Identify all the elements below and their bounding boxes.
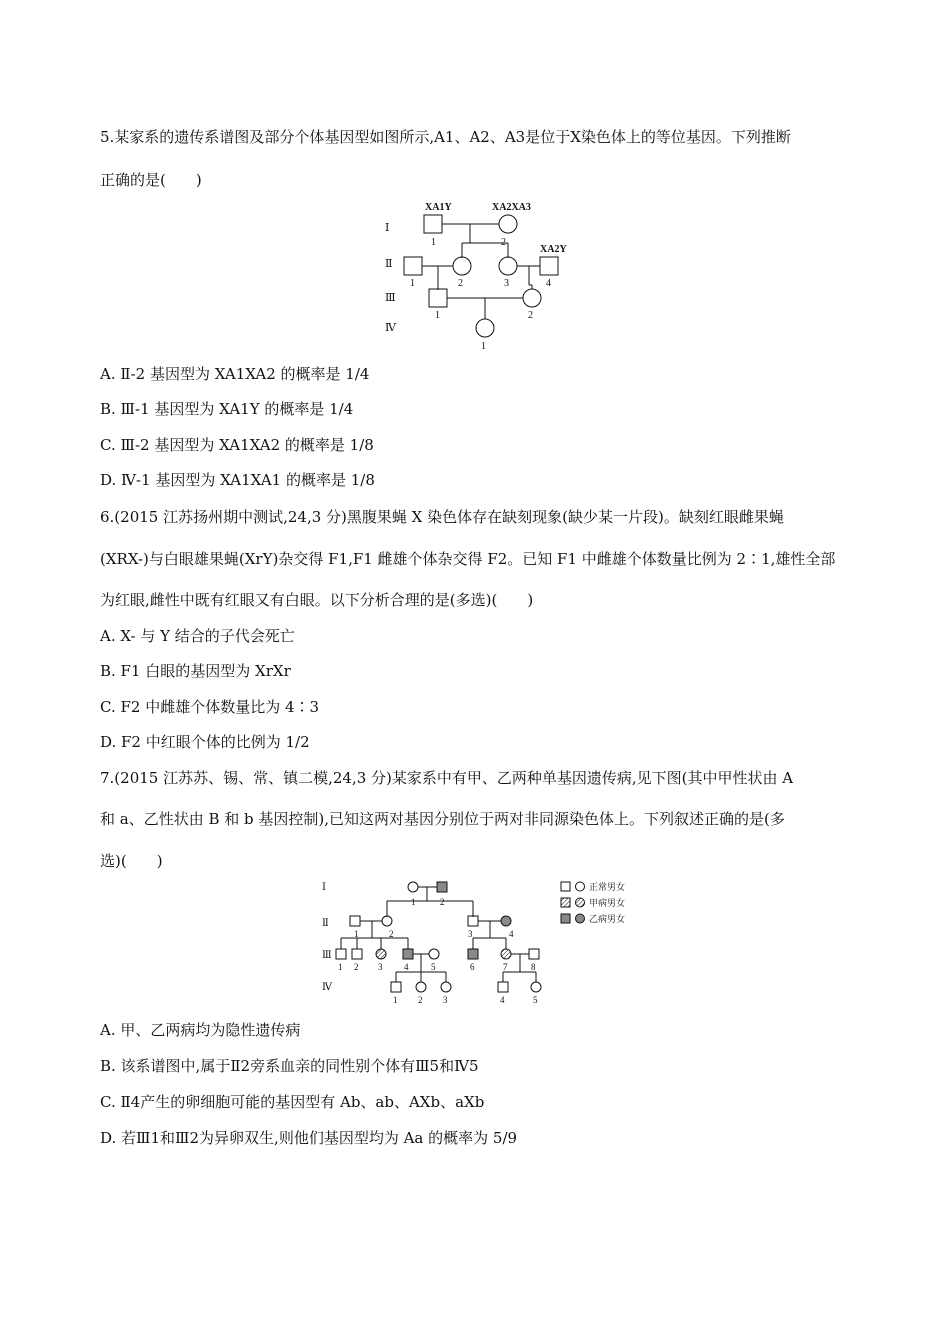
q7-III1-number: 1 [338, 962, 343, 972]
legend-normal-label: 正常男女 [589, 882, 626, 892]
q7-I1-number: 1 [411, 897, 416, 907]
q7-option-b: B. 该系谱图中,属于Ⅱ2旁系血亲的同性别个体有Ⅲ5和Ⅳ5 [100, 1057, 479, 1075]
q7-IV3-female [441, 982, 451, 992]
q7-II2-number: 2 [389, 929, 394, 939]
q7-I2-number: 2 [440, 897, 445, 907]
q5-gen-label-III: Ⅲ [385, 292, 396, 304]
q7-III2-male [352, 949, 362, 959]
q7-III3-number: 3 [378, 962, 383, 972]
q5-II1-number: 1 [410, 278, 415, 289]
q5-II1-male [404, 257, 422, 275]
q5-I2-number: 2 [501, 237, 506, 248]
legend-jia-female-icon [576, 898, 585, 907]
q7-stem-line1: 7.(2015 江苏苏、锡、常、镇二模,24,3 分)某家系中有甲、乙两种单基因遗传病,见下图(其中甲性状由 A [100, 769, 794, 787]
q7-IV5-female [531, 982, 541, 992]
q5-stem-line1: 5.某家系的遗传系谱图及部分个体基因型如图所示,A1、A2、A3是位于X染色体上的等位基因。下列推断 [100, 128, 791, 146]
q6-option-b: B. F1 白眼的基因型为 XrXr [100, 662, 291, 680]
q7-pedigree-figure [310, 876, 650, 1012]
q7-III8-number: 8 [531, 962, 536, 972]
q7-gen-label-I: Ⅰ [322, 882, 326, 893]
q7-I2-male-yi [437, 882, 447, 892]
q7-option-d: D. 若Ⅲ1和Ⅲ2为异卵双生,则他们基因型均为 Aa 的概率为 5/9 [100, 1129, 518, 1147]
q5-option-c: C. Ⅲ-2 基因型为 XA1XA2 的概率是 1/8 [100, 436, 374, 454]
q5-pedigree-figure [380, 195, 580, 355]
q5-I2-genotype: XA2XA3 [492, 202, 531, 213]
q7-III6-number: 6 [470, 962, 475, 972]
q7-III8-male [529, 949, 539, 959]
q7-II1-male [350, 916, 360, 926]
legend-jia-male-icon [561, 898, 570, 907]
q5-I1-male [424, 215, 442, 233]
q7-gen-label-II: Ⅱ [322, 918, 329, 929]
legend-yi-male-icon [561, 914, 570, 923]
q7-gen-label-IV: Ⅳ [322, 982, 332, 993]
q7-III1-male [336, 949, 346, 959]
q7-III7-female-jia [501, 949, 511, 959]
q6-option-c: C. F2 中雌雄个体数量比为 4∶3 [100, 698, 320, 716]
q6-stem-line1: 6.(2015 江苏扬州期中测试,24,3 分)黑腹果蝇 X 染色体存在缺刻现象(缺少某一片段)。缺刻红眼雌果蝇 [100, 508, 784, 526]
q5-gen-label-I: Ⅰ [385, 222, 390, 234]
q7-III7-number: 7 [503, 962, 508, 972]
q5-II4-number: 4 [546, 278, 551, 289]
q7-stem-line2: 和 a、乙性状由 B 和 b 基因控制),已知这两对基因分别位于两对非同源染色体上。下列叙述正确的是(多 [100, 810, 785, 828]
q7-option-a: A. 甲、乙两病均为隐性遗传病 [100, 1021, 301, 1039]
q5-gen-label-II: Ⅱ [385, 258, 393, 270]
q5-option-b: B. Ⅲ-1 基因型为 XA1Y 的概率是 1/4 [100, 400, 354, 418]
q7-IV2-number: 2 [418, 995, 423, 1005]
q7-II2-female [382, 916, 392, 926]
q5-III2-female [523, 289, 541, 307]
q6-stem-line2: (XRX-)与白眼雄果蝇(XrY)杂交得 F1,F1 雌雄个体杂交得 F2。已知 F1 中雌雄个体数量比例为 2∶1,雄性全部 [100, 550, 836, 568]
legend-normal-male-icon [561, 882, 570, 891]
legend-yi-female-icon [576, 914, 585, 923]
q5-option-a: A. Ⅱ-2 基因型为 XA1XA2 的概率是 1/4 [100, 365, 370, 383]
q7-III4-male-yi [403, 949, 413, 959]
q5-I1-genotype: XA1Y [425, 202, 452, 213]
q5-option-d: D. Ⅳ-1 基因型为 XA1XA1 的概率是 1/8 [100, 471, 375, 489]
q5-IV1-number: 1 [481, 341, 486, 352]
q7-IV3-number: 3 [443, 995, 448, 1005]
q7-II3-number: 3 [468, 929, 473, 939]
q5-I2-female [499, 215, 517, 233]
q5-II2-female [453, 257, 471, 275]
q7-IV4-male [498, 982, 508, 992]
q7-IV1-male [391, 982, 401, 992]
q5-III2-number: 2 [528, 310, 533, 321]
q5-III1-male [429, 289, 447, 307]
q7-III5-female [429, 949, 439, 959]
q7-option-c: C. Ⅱ4产生的卵细胞可能的基因型有 Ab、ab、AXb、aXb [100, 1093, 485, 1111]
q5-II2-number: 2 [458, 278, 463, 289]
q5-III1-number: 1 [435, 310, 440, 321]
q7-II3-male [468, 916, 478, 926]
q7-IV2-female [416, 982, 426, 992]
q5-II4-male [540, 257, 558, 275]
q7-I1-female [408, 882, 418, 892]
q5-II3-number: 3 [504, 278, 509, 289]
q7-stem-line3: 选)( ) [100, 852, 163, 870]
q7-II4-number: 4 [509, 929, 514, 939]
legend-normal-female-icon [576, 882, 585, 891]
q7-gen-label-III: Ⅲ [322, 950, 332, 961]
q5-II3-female [499, 257, 517, 275]
legend-yi-label: 乙病男女 [589, 914, 626, 924]
q7-IV5-number: 5 [533, 995, 538, 1005]
q7-III5-number: 5 [431, 962, 436, 972]
q5-IV1-female [476, 319, 494, 337]
q5-I1-number: 1 [431, 237, 436, 248]
q5-II4-genotype: XA2Y [540, 244, 567, 255]
q7-III6-male-yi [468, 949, 478, 959]
q7-III2-number: 2 [354, 962, 359, 972]
q7-III4-number: 4 [404, 962, 409, 972]
q5-stem-line2: 正确的是( ) [100, 171, 202, 189]
q7-IV1-number: 1 [393, 995, 398, 1005]
q6-option-a: A. X- 与 Y 结合的子代会死亡 [100, 627, 295, 645]
q7-IV4-number: 4 [500, 995, 505, 1005]
q6-stem-line3: 为红眼,雌性中既有红眼又有白眼。以下分析合理的是(多选)( ) [100, 591, 534, 609]
q6-option-d: D. F2 中红眼个体的比例为 1/2 [100, 733, 310, 751]
q7-III3-female-jia [376, 949, 386, 959]
q7-II1-number: 1 [354, 929, 359, 939]
q7-II4-female-yi [501, 916, 511, 926]
q5-gen-label-IV: Ⅳ [385, 322, 396, 334]
legend-jia-label: 甲病男女 [589, 898, 626, 908]
